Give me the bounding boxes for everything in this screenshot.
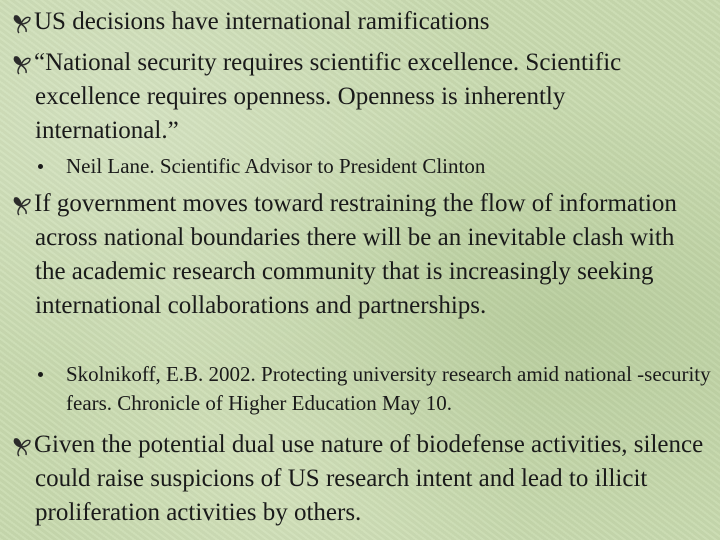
bullet-item [10, 5, 710, 39]
bullet-dot-icon [38, 164, 43, 169]
flower-icon [10, 12, 32, 34]
bullet-item [10, 428, 710, 530]
bullet-dot-icon [38, 372, 43, 377]
bullet-text: Given the potential dual use nature of biodefense activities, silence could raise suspicions of US research intent and lead to illicit proliferation activities by others. [34, 431, 704, 526]
flower-icon [10, 435, 32, 457]
sub-bullet-item [38, 360, 718, 418]
flower-icon [10, 53, 32, 75]
sub-bullet-item [38, 152, 718, 181]
flower-icon [10, 194, 32, 216]
bullet-item [10, 187, 710, 323]
bullet-text: “National security requires scientific excellence. Scientific excellence requires openness. Openness is inherently international.” [34, 49, 622, 144]
sub-bullet-text: Skolnikoff, E.B. 2002. Protecting university research amid national -security fears. Chronicle of Higher Education May 10. [66, 362, 711, 415]
bullet-text: US decisions have international ramifications [34, 8, 490, 35]
bullet-item [10, 46, 710, 148]
bullet-text: If government moves toward restraining the flow of information across national boundaries there will be an inevitable clash with the academic research community that is increasingly seeking international collaborations and partnerships. [34, 190, 677, 319]
sub-bullet-text: Neil Lane. Scientific Advisor to President Clinton [66, 154, 486, 178]
